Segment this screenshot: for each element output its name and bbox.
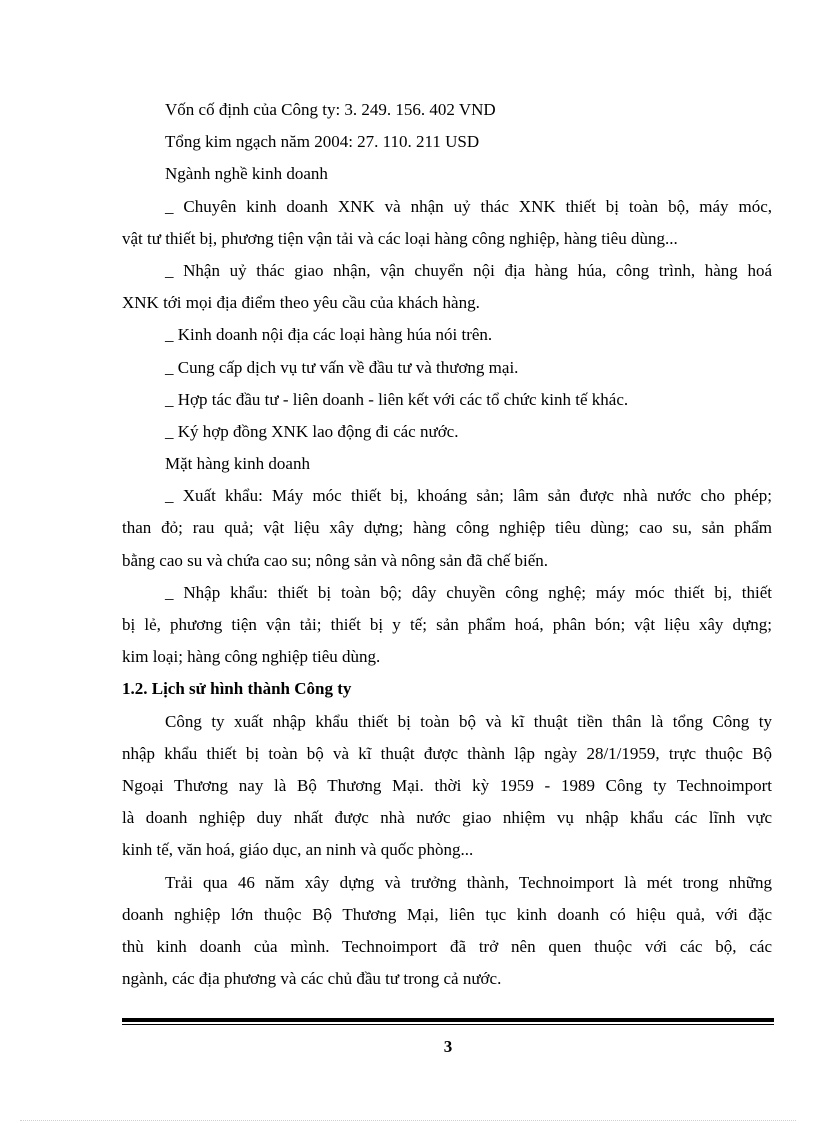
text-line: doanh nghiệp lớn thuộc Bộ Thương Mại, liên tục kinh doanh có hiệu quả, với đặc [122,904,772,924]
text-line: kim loại; hàng công nghiệp tiêu dùng. [122,647,381,667]
text-line: _ Ký hợp đồng XNK lao động đi các nước. [165,421,459,441]
page-body [122,94,772,995]
text-line: _ Chuyên kinh doanh XNK và nhận uỷ thác XNK thiết bị toàn bộ, máy móc, [165,196,772,216]
text-line: Ngoại Thương nay là Bộ Thương Mại. thời kỳ 1959 - 1989 Công ty Technoimport [122,775,772,795]
text-line: _ Nhập khẩu: thiết bị toàn bộ; dây chuyền công nghệ; máy móc thiết bị, thiết [165,582,772,602]
footer-rule-thick [122,1018,774,1022]
text-line: _ Kinh doanh nội địa các loại hàng húa nói trên. [165,325,493,345]
text-line: vật tư thiết bị, phương tiện vận tải và các loại hàng công nghiệp, hàng tiêu dùng... [122,228,678,248]
text-line: bị lẻ, phương tiện vận tải; thiết bị y tế; sản phẩm hoá, phân bón; vật liệu xây dựng; [122,615,772,634]
text-line: Vốn cố định của Công ty: 3. 249. 156. 402 VND [165,100,496,119]
text-line: Tổng kim ngạch năm 2004: 27. 110. 211 USD [165,132,480,152]
footer-rule [122,1018,774,1025]
text-line: than đỏ; rau quả; vật liệu xây dựng; hàng công nghiệp tiêu dùng; cao su, sản phẩm [122,518,772,538]
text-line: kinh tế, văn hoá, giáo dục, an ninh và quốc phòng... [122,840,474,860]
section-label: Mặt hàng kinh doanh [165,454,310,474]
text-line: _ Nhận uỷ thác giao nhận, vận chuyển nội địa hàng húa, công trình, hàng hoá [165,260,772,280]
text-line: Công ty xuất nhập khẩu thiết bị toàn bộ và kĩ thuật tiền thân là tổng Công ty [165,711,772,731]
page-bottom-border [20,1120,796,1121]
page-number [0,1037,816,1057]
text-line: nhập khẩu thiết bị toàn bộ và kĩ thuật được thành lập ngày 28/1/1959, trực thuộc Bộ [122,743,772,763]
text-line: thù kinh doanh của mình. Technoimport đã trở nên quen thuộc với các bộ, các [122,936,772,956]
text-line: _ Cung cấp dịch vụ tư vấn về đầu tư và thương mại. [165,357,519,377]
footer-rule-thin [122,1024,774,1025]
text-line: _ Hợp tác đầu tư - liên doanh - liên kết với các tổ chức kinh tế khác. [165,389,629,409]
text-line: _ Xuất khẩu: Máy móc thiết bị, khoáng sản; lâm sản được nhà nước cho phép; [165,486,772,506]
text-line: Trải qua 46 năm xây dựng và trưởng thành, Technoimport là mét trong những [165,872,772,892]
page-number-text: 3 [443,1037,453,1056]
text-line: XNK tới mọi địa điểm theo yêu cầu của khách hàng. [122,293,480,313]
section-heading: 1.2. Lịch sử hình thành Công ty [122,679,352,699]
text-line: là doanh nghiệp duy nhất được nhà nước giao nhiệm vụ nhập khẩu các lĩnh vực [122,808,772,828]
text-line: bằng cao su và chứa cao su; nông sản và nông sản đã chế biến. [122,550,549,570]
section-label: Ngành nghề kinh doanh [165,164,328,184]
text-line: ngành, các địa phương và các chủ đầu tư trong cả nước. [122,969,502,989]
